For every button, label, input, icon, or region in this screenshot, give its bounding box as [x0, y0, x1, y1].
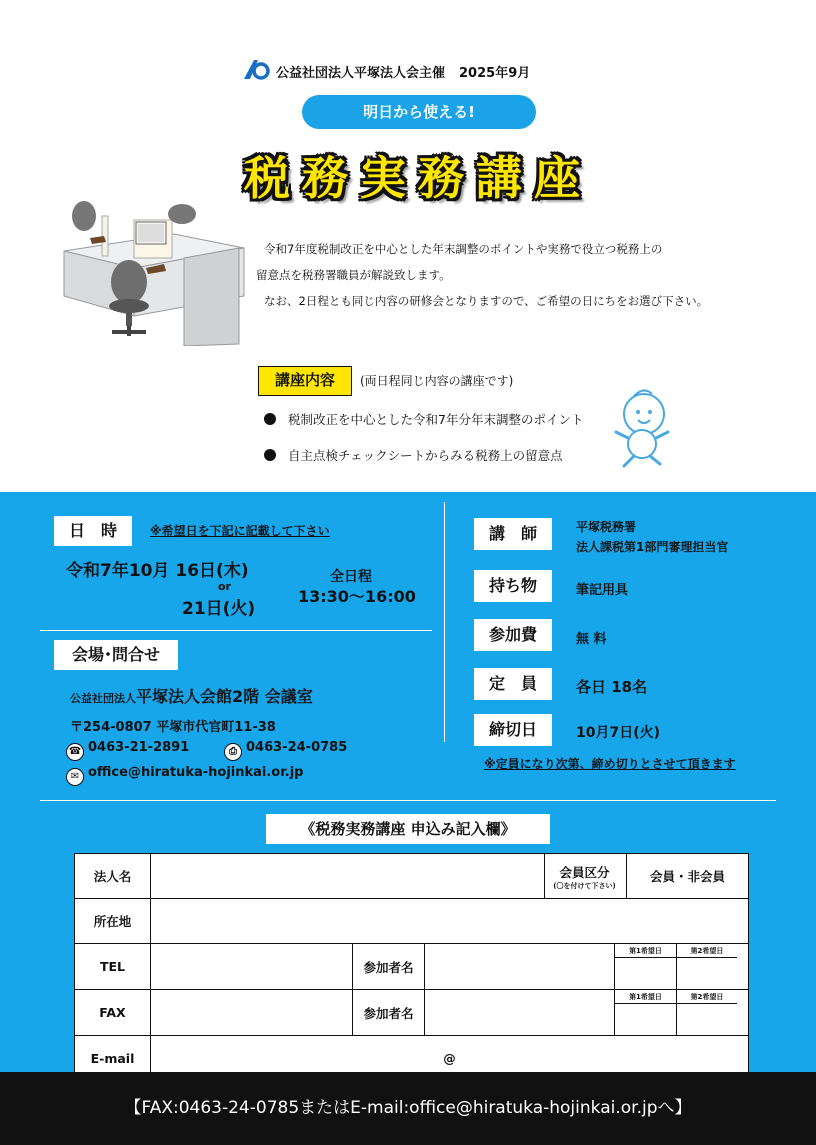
- preference-cell-2[interactable]: [615, 990, 749, 1036]
- tel-label: TEL: [75, 944, 151, 990]
- deadline-note: ※定員になり次第、締め切りとさせて頂きます: [484, 757, 736, 771]
- organizer-line: [276, 62, 530, 81]
- member-type-label: [544, 854, 624, 898]
- venue-name: [70, 684, 313, 707]
- schedule-label: 日 時: [54, 516, 132, 546]
- intro-line-1: 令和7年度税制改正を中心とした年末調整のポイントや実務で役立つ税務上の: [264, 242, 663, 256]
- form-title: 《税務実務講座 申込み記入欄》: [266, 814, 550, 844]
- bullet-icon: [264, 413, 276, 425]
- lecturer-office: 平塚税務署: [576, 520, 637, 534]
- phone-icon: ☎: [66, 743, 84, 761]
- fax-icon: ⎙: [224, 743, 242, 761]
- mail-icon: ✉: [66, 768, 84, 786]
- venue-email: [66, 765, 303, 786]
- divider: [444, 502, 445, 742]
- address-field[interactable]: [151, 899, 749, 944]
- venue-label: 会場･問合せ: [54, 640, 178, 670]
- intro-line-2: 留意点を税務署職員が解説致します。: [256, 268, 451, 282]
- email-address: office@hiratuka-hojinkai.or.jp: [88, 765, 304, 780]
- issue-date: 2025年9月: [459, 66, 531, 81]
- items-label: 持ち物: [474, 570, 552, 602]
- organizer: 公益社団法人平塚法人会主催: [276, 66, 446, 81]
- participant-field-1[interactable]: [425, 944, 615, 990]
- course-item: [264, 446, 563, 464]
- course-content-label: 講座内容: [258, 366, 352, 396]
- tagline-pill: 明日から使える!: [302, 95, 536, 129]
- course-item: [264, 410, 583, 428]
- deadline-value: 10月7日(火): [576, 725, 661, 741]
- member-type-note: (〇を付けて下さい): [553, 882, 616, 890]
- address-label: 所在地: [75, 899, 151, 944]
- venue-address: 〒254-0807 平塚市代官町11-38: [70, 720, 276, 735]
- capacity-label: 定 員: [474, 668, 552, 700]
- date-option-1: 令和7年10月 16日(木): [66, 561, 249, 581]
- pref1-field[interactable]: [615, 1004, 676, 1035]
- divider: [40, 630, 432, 631]
- office-desk-illustration: [54, 196, 254, 346]
- application-form: [74, 853, 749, 1081]
- venue-fax: [224, 740, 347, 761]
- course-content-note: (両日程同じ内容の講座です): [360, 374, 514, 388]
- items-value: 筆記用具: [576, 583, 629, 598]
- venue-org: 公益社団法人: [70, 692, 136, 705]
- venue-place: 平塚法人会館2階 会議室: [136, 687, 313, 706]
- lecturer-title: 法人課税第1部門審理担当官: [576, 540, 729, 554]
- deadline-label: 締切日: [474, 714, 552, 746]
- bullet-icon: [264, 449, 276, 461]
- member-type-title: 会員区分: [559, 865, 610, 880]
- date-option-2: 21日(火): [182, 599, 256, 619]
- submission-footer: 【FAX:0463-24-0785またはE-mail:office@hiratuka-hojinkai.or.jpへ】: [0, 1072, 816, 1145]
- fee-value: 無 料: [576, 632, 607, 647]
- or-text: or: [218, 580, 231, 593]
- at-sign: @: [443, 1050, 456, 1066]
- tel-number: 0463-21-2891: [88, 740, 190, 755]
- schedule-note: ※希望日を下記に記載して下さい: [150, 524, 330, 538]
- mascot-character-illustration: [604, 386, 674, 468]
- fax-field[interactable]: [151, 990, 353, 1036]
- participant-label: 参加者名: [353, 990, 425, 1036]
- participant-field-2[interactable]: [425, 990, 615, 1036]
- hojinkai-logo-icon: [242, 58, 270, 80]
- course-item-text: 自主点検チェックシートからみる税務上の留意点: [288, 448, 563, 463]
- email-label: E-mail: [75, 1036, 151, 1081]
- divider: [40, 800, 776, 801]
- preference-cell-1[interactable]: [615, 944, 749, 990]
- capacity-value: 各日 18名: [576, 678, 648, 696]
- pref1-header: 第1希望日: [615, 990, 676, 1004]
- member-options[interactable]: 会員・非会員: [627, 854, 749, 899]
- pref2-field[interactable]: [676, 1004, 737, 1035]
- fax-label: FAX: [75, 990, 151, 1036]
- participant-label: 参加者名: [353, 944, 425, 990]
- pref1-header: 第1希望日: [615, 944, 676, 958]
- all-schedule-label: 全日程: [330, 569, 372, 585]
- pref1-field[interactable]: [615, 958, 676, 989]
- page-title: 税務実務講座: [244, 151, 592, 205]
- corp-name-label: 法人名: [75, 854, 151, 899]
- course-item-text: 税制改正を中心とした令和7年分年末調整のポイント: [288, 412, 584, 427]
- schedule-time: 13:30～16:00: [298, 587, 416, 606]
- intro-text: [256, 236, 776, 314]
- pref2-header: 第2希望日: [676, 990, 737, 1004]
- pref2-field[interactable]: [676, 958, 737, 989]
- fee-label: 参加費: [474, 619, 552, 651]
- fax-number: 0463-24-0785: [246, 740, 348, 755]
- lecturer-label: 講 師: [474, 518, 552, 550]
- tel-field[interactable]: [151, 944, 353, 990]
- venue-tel: [66, 740, 189, 761]
- intro-line-3: なお、2日程とも同じ内容の研修会となりますので、ご希望の日にちをお選び下さい。: [264, 294, 709, 308]
- pref2-header: 第2希望日: [676, 944, 737, 958]
